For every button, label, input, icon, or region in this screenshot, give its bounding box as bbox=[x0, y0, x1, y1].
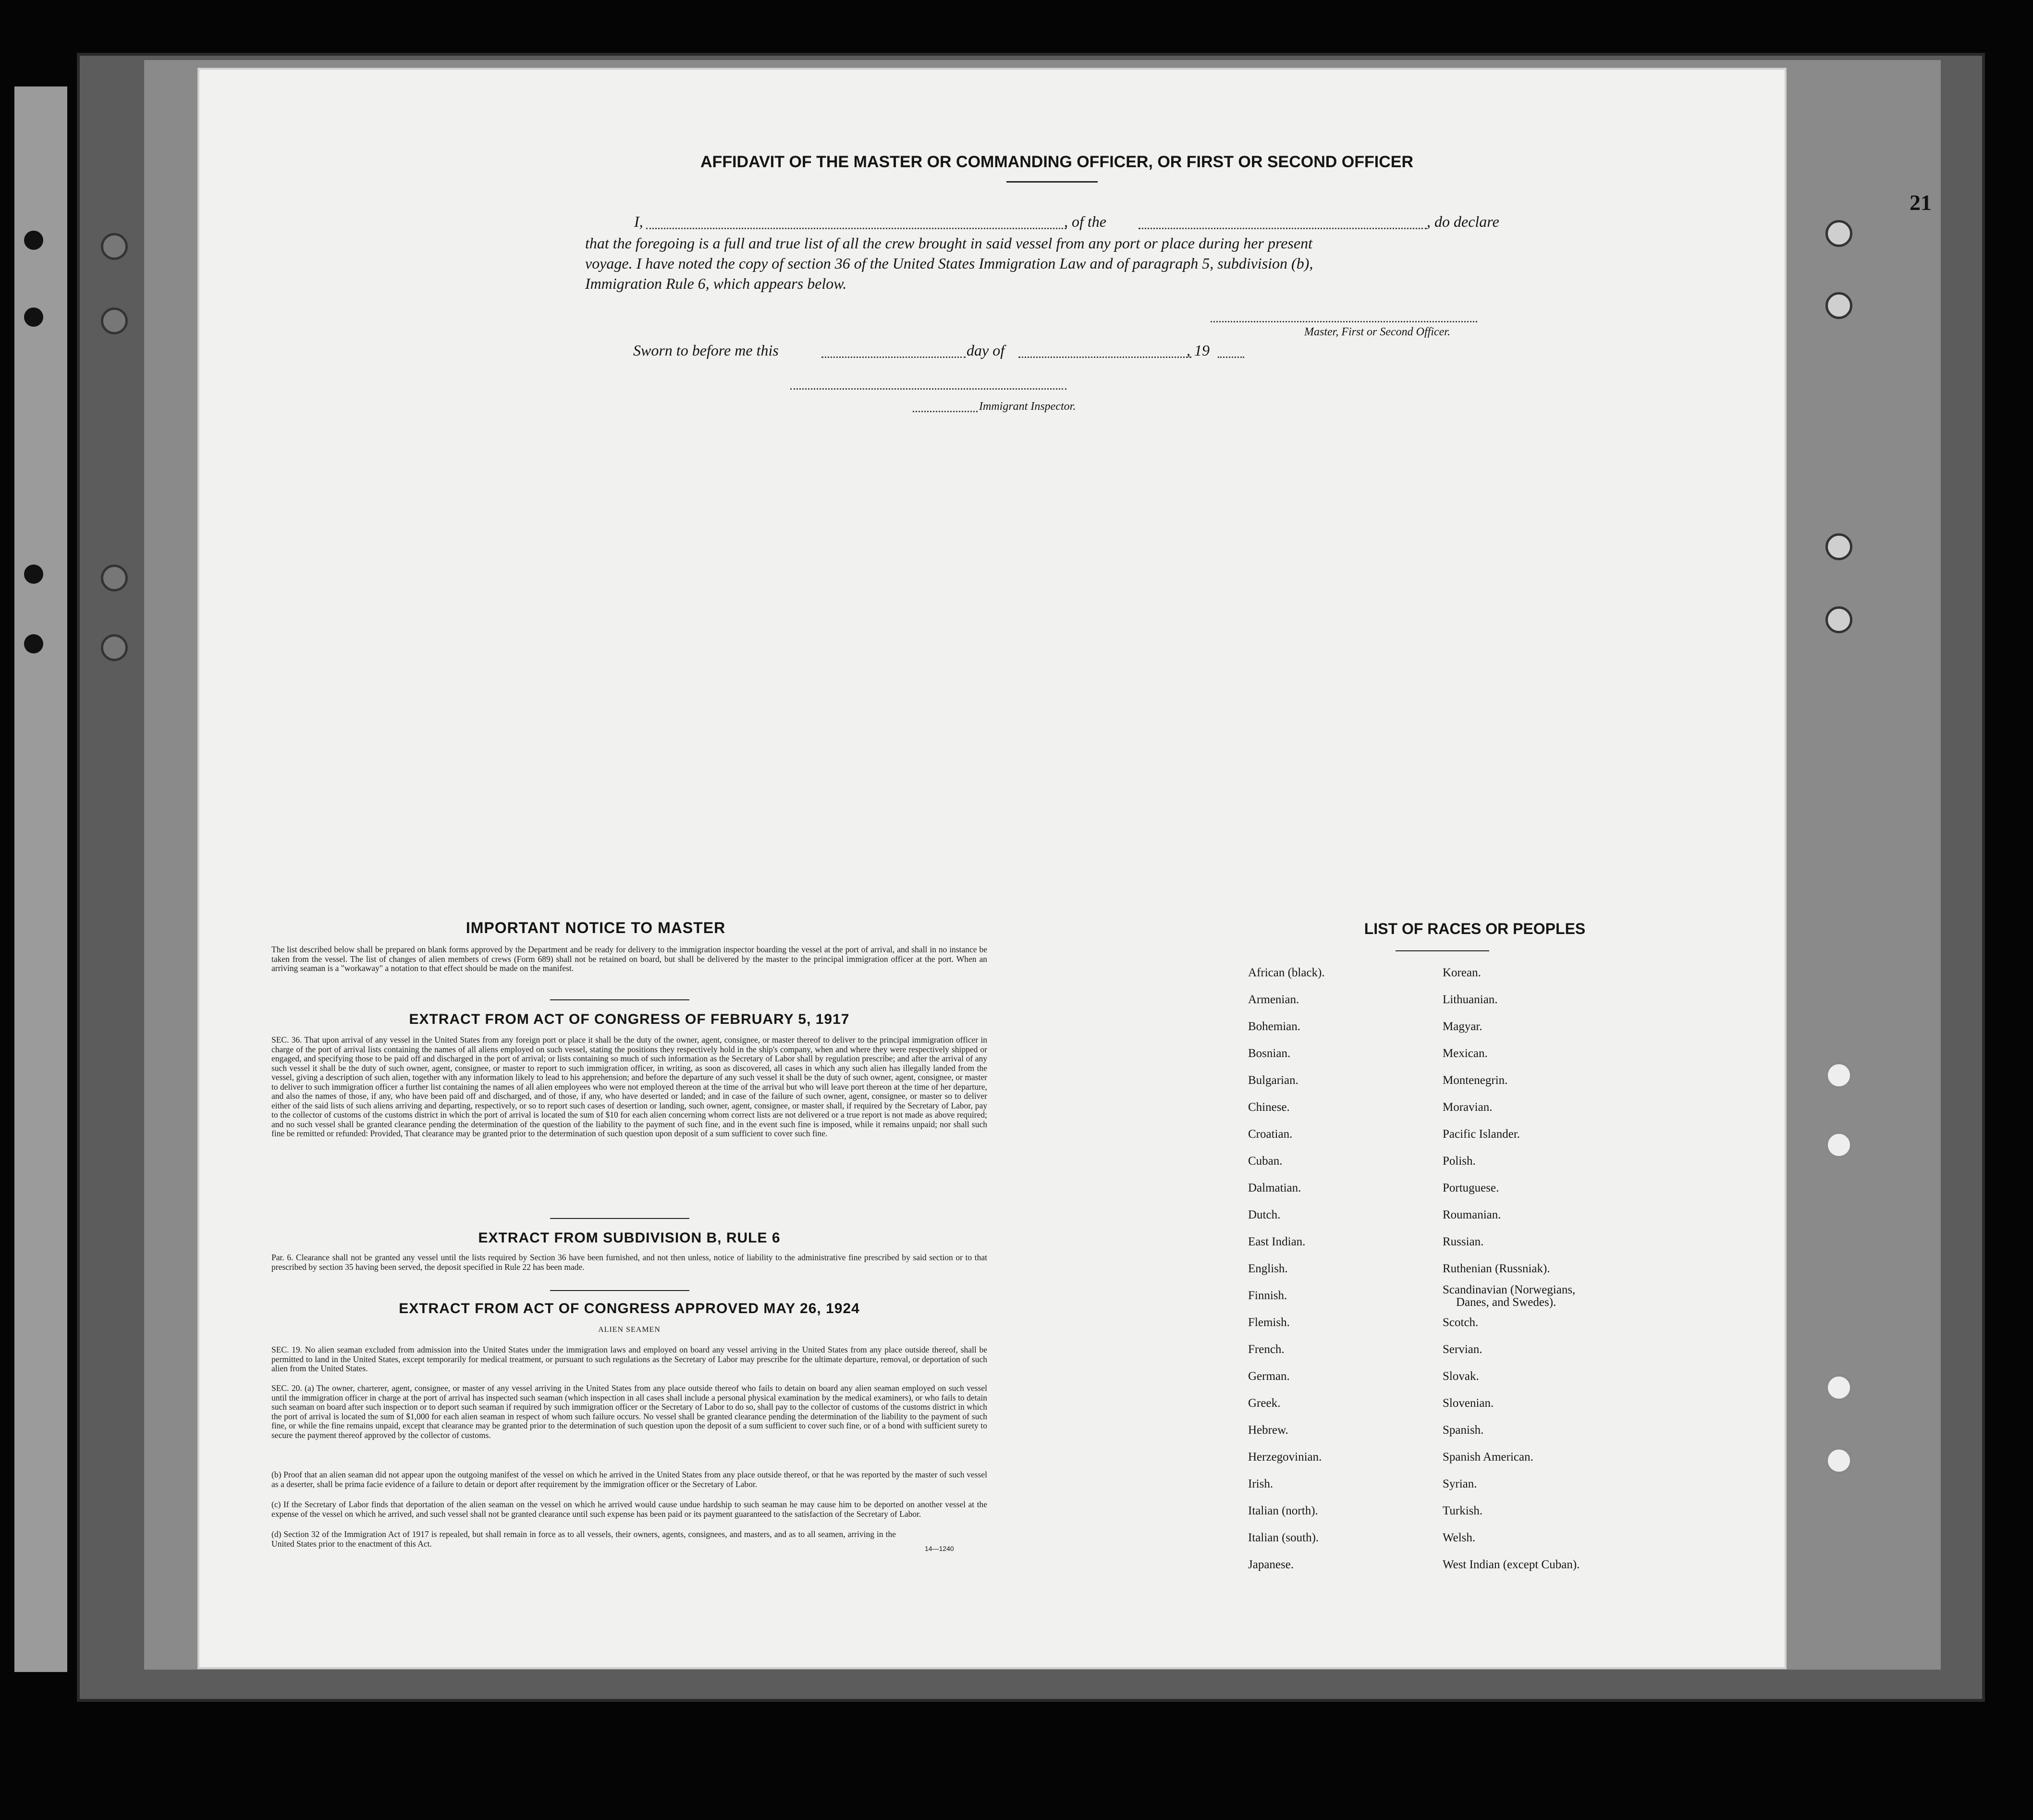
race-item: Japanese. bbox=[1248, 1558, 1294, 1571]
race-item: Magyar. bbox=[1443, 1020, 1482, 1033]
race-item: Finnish. bbox=[1248, 1289, 1287, 1302]
race-item: Mexican. bbox=[1443, 1047, 1488, 1060]
race-item: Turkish. bbox=[1443, 1504, 1483, 1517]
race-item: Herzegovinian. bbox=[1248, 1451, 1322, 1463]
race-item: Greek. bbox=[1248, 1397, 1281, 1410]
inspector-signature-line bbox=[790, 388, 1066, 390]
race-item: Korean. bbox=[1443, 966, 1481, 979]
binder-hole bbox=[24, 307, 43, 327]
sworn-day-blank bbox=[821, 357, 966, 358]
race-item: Portuguese. bbox=[1443, 1181, 1499, 1194]
race-item: Spanish American. bbox=[1443, 1451, 1533, 1463]
master-signature-label: Master, First or Second Officer. bbox=[1304, 326, 1450, 338]
affidavit-i: I, bbox=[634, 213, 643, 230]
sworn-year-blank bbox=[1218, 357, 1244, 358]
punch-hole bbox=[1825, 1131, 1852, 1158]
race-item: Slovenian. bbox=[1443, 1397, 1494, 1410]
name-blank bbox=[646, 228, 1066, 229]
race-item: English. bbox=[1248, 1262, 1288, 1275]
binder-hole bbox=[101, 634, 128, 661]
extract-1917-body: SEC. 36. That upon arrival of any vessel in the United States from any foreign port or place it shall be the duty of the owner, agent, consignee, or master thereof to deliver to the principal immigration officer in charge of the port of arrival lists containing the names of all aliens employed on such vessel, stating the positions they respectively hold in the ship's company, when and where they were respectively shipped or engaged, and specifying those to be paid off and discharged in the port of arrival; or lists containing so much of such information as the Secretary of Labor shall by regulation prescribe; and after the arrival of any such vessel it shall be the duty of such owner, agent, consignee, or master to report to such immigration officer, in writing, as soon as discovered, all cases in which any such alien has illegally landed from the vessel, giving a description of such alien, together with any information likely to lead to his apprehension; and before the departure of any such vessel it shall be the duty of such owner, agent, consignee, or master to deliver to such immigration officer a further list containing the names of all alien employees who were not employed thereon at the time of the arrival but who will leave port thereon at the time of her departure, and also the names of those, if any, who have been paid off and discharged, and of those, if any, who have deserted or landed; and in case of the failure of such owner, agent, consignee, or master so to deliver either of the said lists of such aliens arriving and departing, respectively, or so to report such cases of desertion or landing, such owner, agent, consignee, or master shall, if required by the Secretary of Labor, pay to the collector of customs of the customs district in which the port of arrival is located the sum of $10 for each alien concerning whom correct lists are not delivered or a true report is not made as above required; and no such vessel shall be granted clearance pending the determination of the question of the liability to the payment of such fine, and in the event such fine is imposed, while it remains unpaid; nor shall such fine be remitted or refunded: Provided, That clearance may be granted prior to the determination of such question upon deposit of a sum sufficient to cover such fine. bbox=[271, 1035, 987, 1138]
race-item: Montenegrin. bbox=[1443, 1074, 1508, 1087]
race-item: Pacific Islander. bbox=[1443, 1128, 1520, 1141]
alien-seamen-subtitle: ALIEN SEAMEN bbox=[598, 1326, 661, 1334]
race-item: East Indian. bbox=[1248, 1235, 1306, 1248]
inspector-signature-label: Immigrant Inspector. bbox=[979, 400, 1076, 413]
race-item: Spanish. bbox=[1443, 1424, 1484, 1437]
race-item: Scandinavian (Norwegians, bbox=[1443, 1283, 1576, 1296]
punch-hole bbox=[1825, 292, 1852, 319]
divider bbox=[550, 999, 689, 1000]
inspector-signature-lead bbox=[913, 411, 978, 412]
affidavit-line3: voyage. I have noted the copy of section 36 of the United States Immigration Law and of paragraph 5, subdivision (b), bbox=[585, 255, 1313, 272]
binder-hole bbox=[24, 634, 43, 653]
punch-hole bbox=[1825, 220, 1852, 247]
sworn-month-blank bbox=[1018, 357, 1191, 358]
races-underline bbox=[1396, 950, 1489, 951]
affidavit-of-the: , of the bbox=[1064, 213, 1106, 230]
affidavit-line4: Immigration Rule 6, which appears below. bbox=[585, 275, 847, 292]
race-item: African (black). bbox=[1248, 966, 1325, 979]
extract-1924-sec19: SEC. 19. No alien seaman excluded from admission into the United States under the immigration laws and employed on board any vessel arriving in the United States from any place outside thereof, shall be permitted to land in the United States, except temporarily for medical treatment, or pursuant to such regulations as the Secretary of Labor may prescribe for the ultimate departure, removal, or deportation of such alien from the United States. bbox=[271, 1345, 987, 1373]
race-item: Russian. bbox=[1443, 1235, 1484, 1248]
divider bbox=[550, 1218, 689, 1219]
left-binding-strip bbox=[14, 86, 67, 1672]
extract-rule6-title: EXTRACT FROM SUBDIVISION B, RULE 6 bbox=[478, 1230, 781, 1246]
extract-1917-title: EXTRACT FROM ACT OF CONGRESS OF FEBRUARY 5, 1917 bbox=[409, 1011, 850, 1027]
race-item: Lithuanian. bbox=[1443, 993, 1498, 1006]
race-item: Welsh. bbox=[1443, 1531, 1476, 1544]
race-item: Hebrew. bbox=[1248, 1424, 1288, 1437]
divider bbox=[550, 1290, 689, 1291]
binder-hole bbox=[101, 565, 128, 591]
race-item: German. bbox=[1248, 1370, 1290, 1383]
race-item: Syrian. bbox=[1443, 1477, 1477, 1490]
punch-hole bbox=[1825, 606, 1852, 633]
master-signature-line bbox=[1211, 321, 1477, 322]
binder-hole bbox=[101, 307, 128, 334]
binder-hole bbox=[24, 565, 43, 584]
race-item: Croatian. bbox=[1248, 1128, 1293, 1141]
punch-hole bbox=[1825, 1062, 1852, 1089]
race-item: Cuban. bbox=[1248, 1155, 1283, 1168]
race-item: Slovak. bbox=[1443, 1370, 1479, 1383]
races-right-column bbox=[1443, 959, 1580, 1578]
race-item: Servian. bbox=[1443, 1343, 1482, 1356]
punch-hole bbox=[1825, 1447, 1852, 1474]
vessel-blank bbox=[1139, 228, 1427, 229]
race-item-scandinavian bbox=[1443, 1282, 1580, 1309]
race-item: Irish. bbox=[1248, 1477, 1274, 1490]
title-underline bbox=[1006, 181, 1098, 183]
races-left-column bbox=[1248, 959, 1325, 1578]
extract-1924-sec20d: (d) Section 32 of the Immigration Act of 1917 is repealed, but shall remain in force as to all vessels, their owners, agents, consignees, and masters, and as to all seamen, arriving in the United States prior to the enactment of this Act. bbox=[271, 1529, 896, 1549]
race-item: Armenian. bbox=[1248, 993, 1299, 1006]
extract-rule6-body: Par. 6. Clearance shall not be granted any vessel until the lists required by Section 36 have been furnished, and not then unless, notice of liability to the administrative fine prescribed by said section or to that prescribed by section 35 having been served, the deposit specified in Rule 22 has been made. bbox=[271, 1253, 987, 1272]
affidavit-title: AFFIDAVIT OF THE MASTER OR COMMANDING OFFICER, OR FIRST OR SECOND OFFICER bbox=[700, 153, 1413, 171]
race-item: Flemish. bbox=[1248, 1316, 1290, 1329]
extract-1924-sec20a: SEC. 20. (a) The owner, charterer, agent, consignee, or master of any vessel arriving in the United States from any place outside thereof who fails to detain on board any alien seaman employed on such vessel until the immigration officer in charge at the port of arrival has inspected such seaman (which inspection in all cases shall include a personal physical examination by the medical examiners), or who fails to detain such seaman on board after such inspection or to deport such seaman if required by such immigration officer or the Secretary of Labor to do so, shall pay to the collector of customs of the customs district in which the port of arrival is located the sum of $1,000 for each alien seaman in respect of whom such failure occurs. No vessel shall be granted clearance pending the determination of the liability to the payment of such fine, or while the fine remains unpaid, except that clearance may be granted prior to the determination of such question upon the deposit of a sum sufficient to cover such fine, or of a bond with sufficient surety to secure the payment thereof approved by the collector of customs. bbox=[271, 1383, 987, 1440]
race-item-cont: Danes, and Swedes). bbox=[1456, 1296, 1556, 1309]
binder-hole bbox=[24, 231, 43, 250]
punch-hole bbox=[1825, 533, 1852, 560]
race-item: Dalmatian. bbox=[1248, 1181, 1301, 1194]
race-item: Italian (south). bbox=[1248, 1531, 1319, 1544]
race-item: Polish. bbox=[1443, 1155, 1476, 1168]
page-number: 21 bbox=[1910, 190, 1932, 215]
races-title: LIST OF RACES OR PEOPLES bbox=[1364, 920, 1586, 937]
notice-body: The list described below shall be prepared on blank forms approved by the Department and be ready for delivery to the immigration inspector boarding the vessel at the port of arrival, and shall in no instance be taken from the vessel. The list of changes of alien members of crews (Form 689) shall not be retained on board, but shall be delivered by the master to the principal immigration officer at the port. When an arriving seaman is a "workaway" a notation to that effect should be made on the manifest. bbox=[271, 945, 987, 973]
race-item: Dutch. bbox=[1248, 1208, 1281, 1221]
race-item: Roumanian. bbox=[1443, 1208, 1501, 1221]
sworn-text: Sworn to before me this bbox=[633, 342, 779, 359]
race-item: Italian (north). bbox=[1248, 1504, 1318, 1517]
race-item: Ruthenian (Russniak). bbox=[1443, 1262, 1550, 1275]
form-number: 14—1240 bbox=[925, 1545, 954, 1552]
race-item: Bohemian. bbox=[1248, 1020, 1301, 1033]
extract-1924-title: EXTRACT FROM ACT OF CONGRESS APPROVED MAY 26, 1924 bbox=[399, 1301, 860, 1316]
race-item: Scotch. bbox=[1443, 1316, 1479, 1329]
punch-hole bbox=[1825, 1374, 1852, 1401]
day-of-text: day of bbox=[967, 342, 1005, 359]
extract-1924-sec20c: (c) If the Secretary of Labor finds that deportation of the alien seaman on the vessel on which he arrived would cause undue hardship to such seaman he may cause him to be deported on another vessel at the expense of the vessel on which he arrived, and such vessel shall not be granted clearance until such expense has been paid or its payment guaranteed to the satisfaction of the Secretary of Labor. bbox=[271, 1500, 987, 1519]
race-item: Bosnian. bbox=[1248, 1047, 1291, 1060]
affidavit-declare: , do declare bbox=[1427, 213, 1499, 230]
year-text: , 19 bbox=[1187, 342, 1210, 359]
extract-1924-sec20b: (b) Proof that an alien seaman did not appear upon the outgoing manifest of the vessel on which he arrived in the United States from any place outside thereof, or that he was reported by the master of such vessel as a deserter, shall be prima facie evidence of a failure to detain or deport after requirement by the immigration officer or the Secretary of Labor. bbox=[271, 1470, 987, 1489]
notice-title: IMPORTANT NOTICE TO MASTER bbox=[465, 919, 726, 936]
race-item: Chinese. bbox=[1248, 1101, 1290, 1114]
affidavit-line2: that the foregoing is a full and true list of all the crew brought in said vessel from any port or place during her present bbox=[585, 234, 1312, 252]
binder-hole bbox=[101, 233, 128, 260]
race-item: West Indian (except Cuban). bbox=[1443, 1558, 1580, 1571]
race-item: Moravian. bbox=[1443, 1101, 1493, 1114]
race-item: French. bbox=[1248, 1343, 1285, 1356]
race-item: Bulgarian. bbox=[1248, 1074, 1298, 1087]
